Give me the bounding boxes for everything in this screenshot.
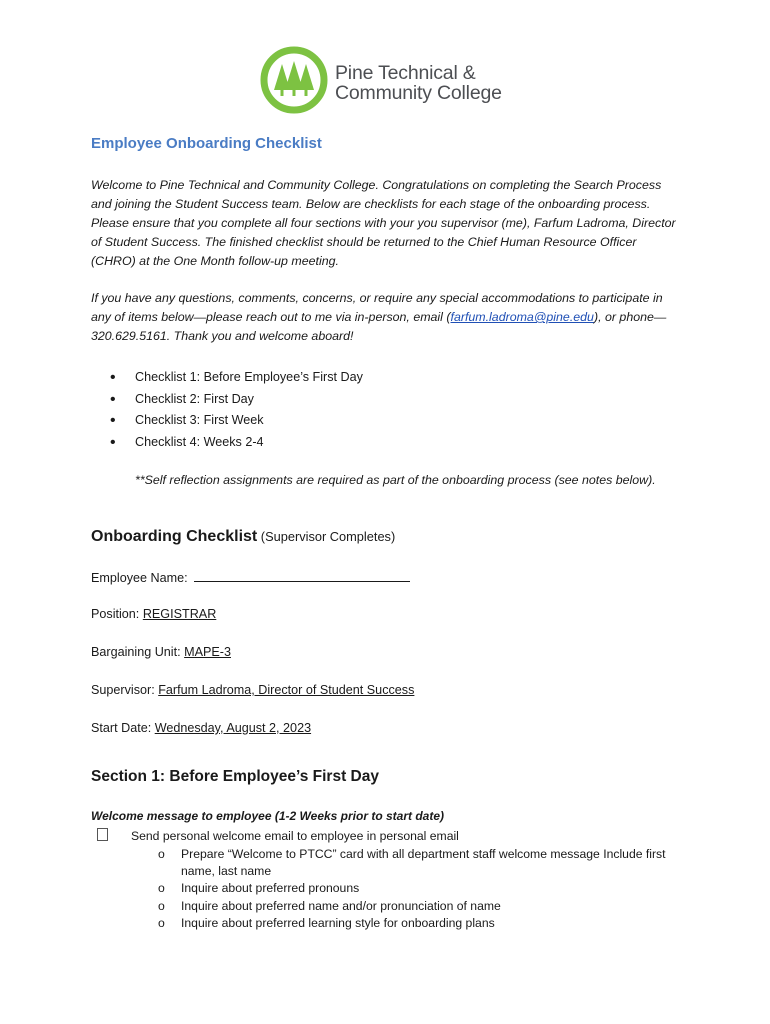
onboarding-checklist-heading [91, 528, 395, 546]
subtask-list [157, 846, 677, 932]
checkbox[interactable] [97, 828, 108, 841]
college-logo [258, 44, 518, 116]
contact-paragraph [91, 289, 681, 346]
logo-wordmark [335, 63, 502, 103]
list-item: o Prepare “Welcome to PTCC” card with all department staff welcome message Include first name, last name [157, 846, 677, 880]
onboarding-subheading: (Supervisor Completes) [257, 529, 396, 544]
task-label: Send personal welcome email to employee in personal email [131, 829, 459, 843]
field-value: REGISTRAR [142, 607, 217, 621]
field-label: Employee Name: [91, 571, 188, 585]
intro-paragraph: Welcome to Pine Technical and Community College. Congratulations on completing the Search Process and joining the Student Success team. Below are checklists for each stage of the onboarding process. Please ensure that you complete all four sections with your you supervisor (me), Farfum Ladroma, Director of Student Success. The finished checklist should be returned to the Chief Human Resource Officer (CHRO) at the One Month follow-up meeting. [91, 178, 676, 268]
field-value: Farfum Ladroma, Director of Student Success [158, 683, 415, 697]
logo-line-1: Pine Technical & [335, 62, 476, 84]
list-item: • Checklist 1: Before Employee’s First Day [110, 367, 363, 389]
list-item: • Checklist 4: Weeks 2-4 [110, 432, 363, 454]
bargaining-unit-field [91, 645, 231, 659]
welcome-message-subheading: Welcome message to employee (1-2 Weeks prior to start date) [91, 809, 445, 823]
checklist-list [110, 367, 363, 453]
field-label: Position: [91, 607, 143, 621]
contact-text-after: ), or phone—320.629.5161. Thank you and welcome aboard! [91, 310, 667, 343]
list-item: • Checklist 3: First Week [110, 410, 363, 432]
list-item: o Inquire about preferred learning style for onboarding plans [157, 915, 677, 932]
logo-line-2: Community College [335, 82, 502, 104]
field-value: MAPE-3 [184, 645, 231, 659]
position-field [91, 607, 216, 621]
field-label: Bargaining Unit: [91, 645, 185, 659]
list-item: o Inquire about preferred pronouns [157, 880, 677, 897]
pine-trees-logo-icon [258, 44, 330, 116]
list-item: o Inquire about preferred name and/or pronunciation of name [157, 898, 677, 915]
email-link[interactable]: farfum.ladroma@pine.edu [450, 310, 594, 324]
list-item: • Checklist 2: First Day [110, 389, 363, 411]
task-checkbox-row [97, 828, 459, 845]
contact-text-before: If you have any questions, comments, concerns, or require any special accommodations to participate in any of items below—please reach out to me via in-person, email ( [91, 291, 663, 324]
supervisor-field [91, 683, 414, 697]
employee-name-blank[interactable] [194, 569, 410, 582]
start-date-field [91, 721, 311, 735]
onboarding-heading-text: Onboarding Checklist [91, 528, 258, 545]
page-title: Employee Onboarding Checklist [91, 135, 322, 152]
employee-name-field [91, 569, 410, 585]
field-value: Wednesday, August 2, 2023 [154, 721, 312, 735]
field-label: Start Date: [91, 721, 155, 735]
field-label: Supervisor: [91, 683, 159, 697]
section-1-heading: Section 1: Before Employee’s First Day [91, 768, 379, 785]
self-reflection-note: **Self reflection assignments are required as part of the onboarding process (see notes below). [135, 473, 656, 487]
